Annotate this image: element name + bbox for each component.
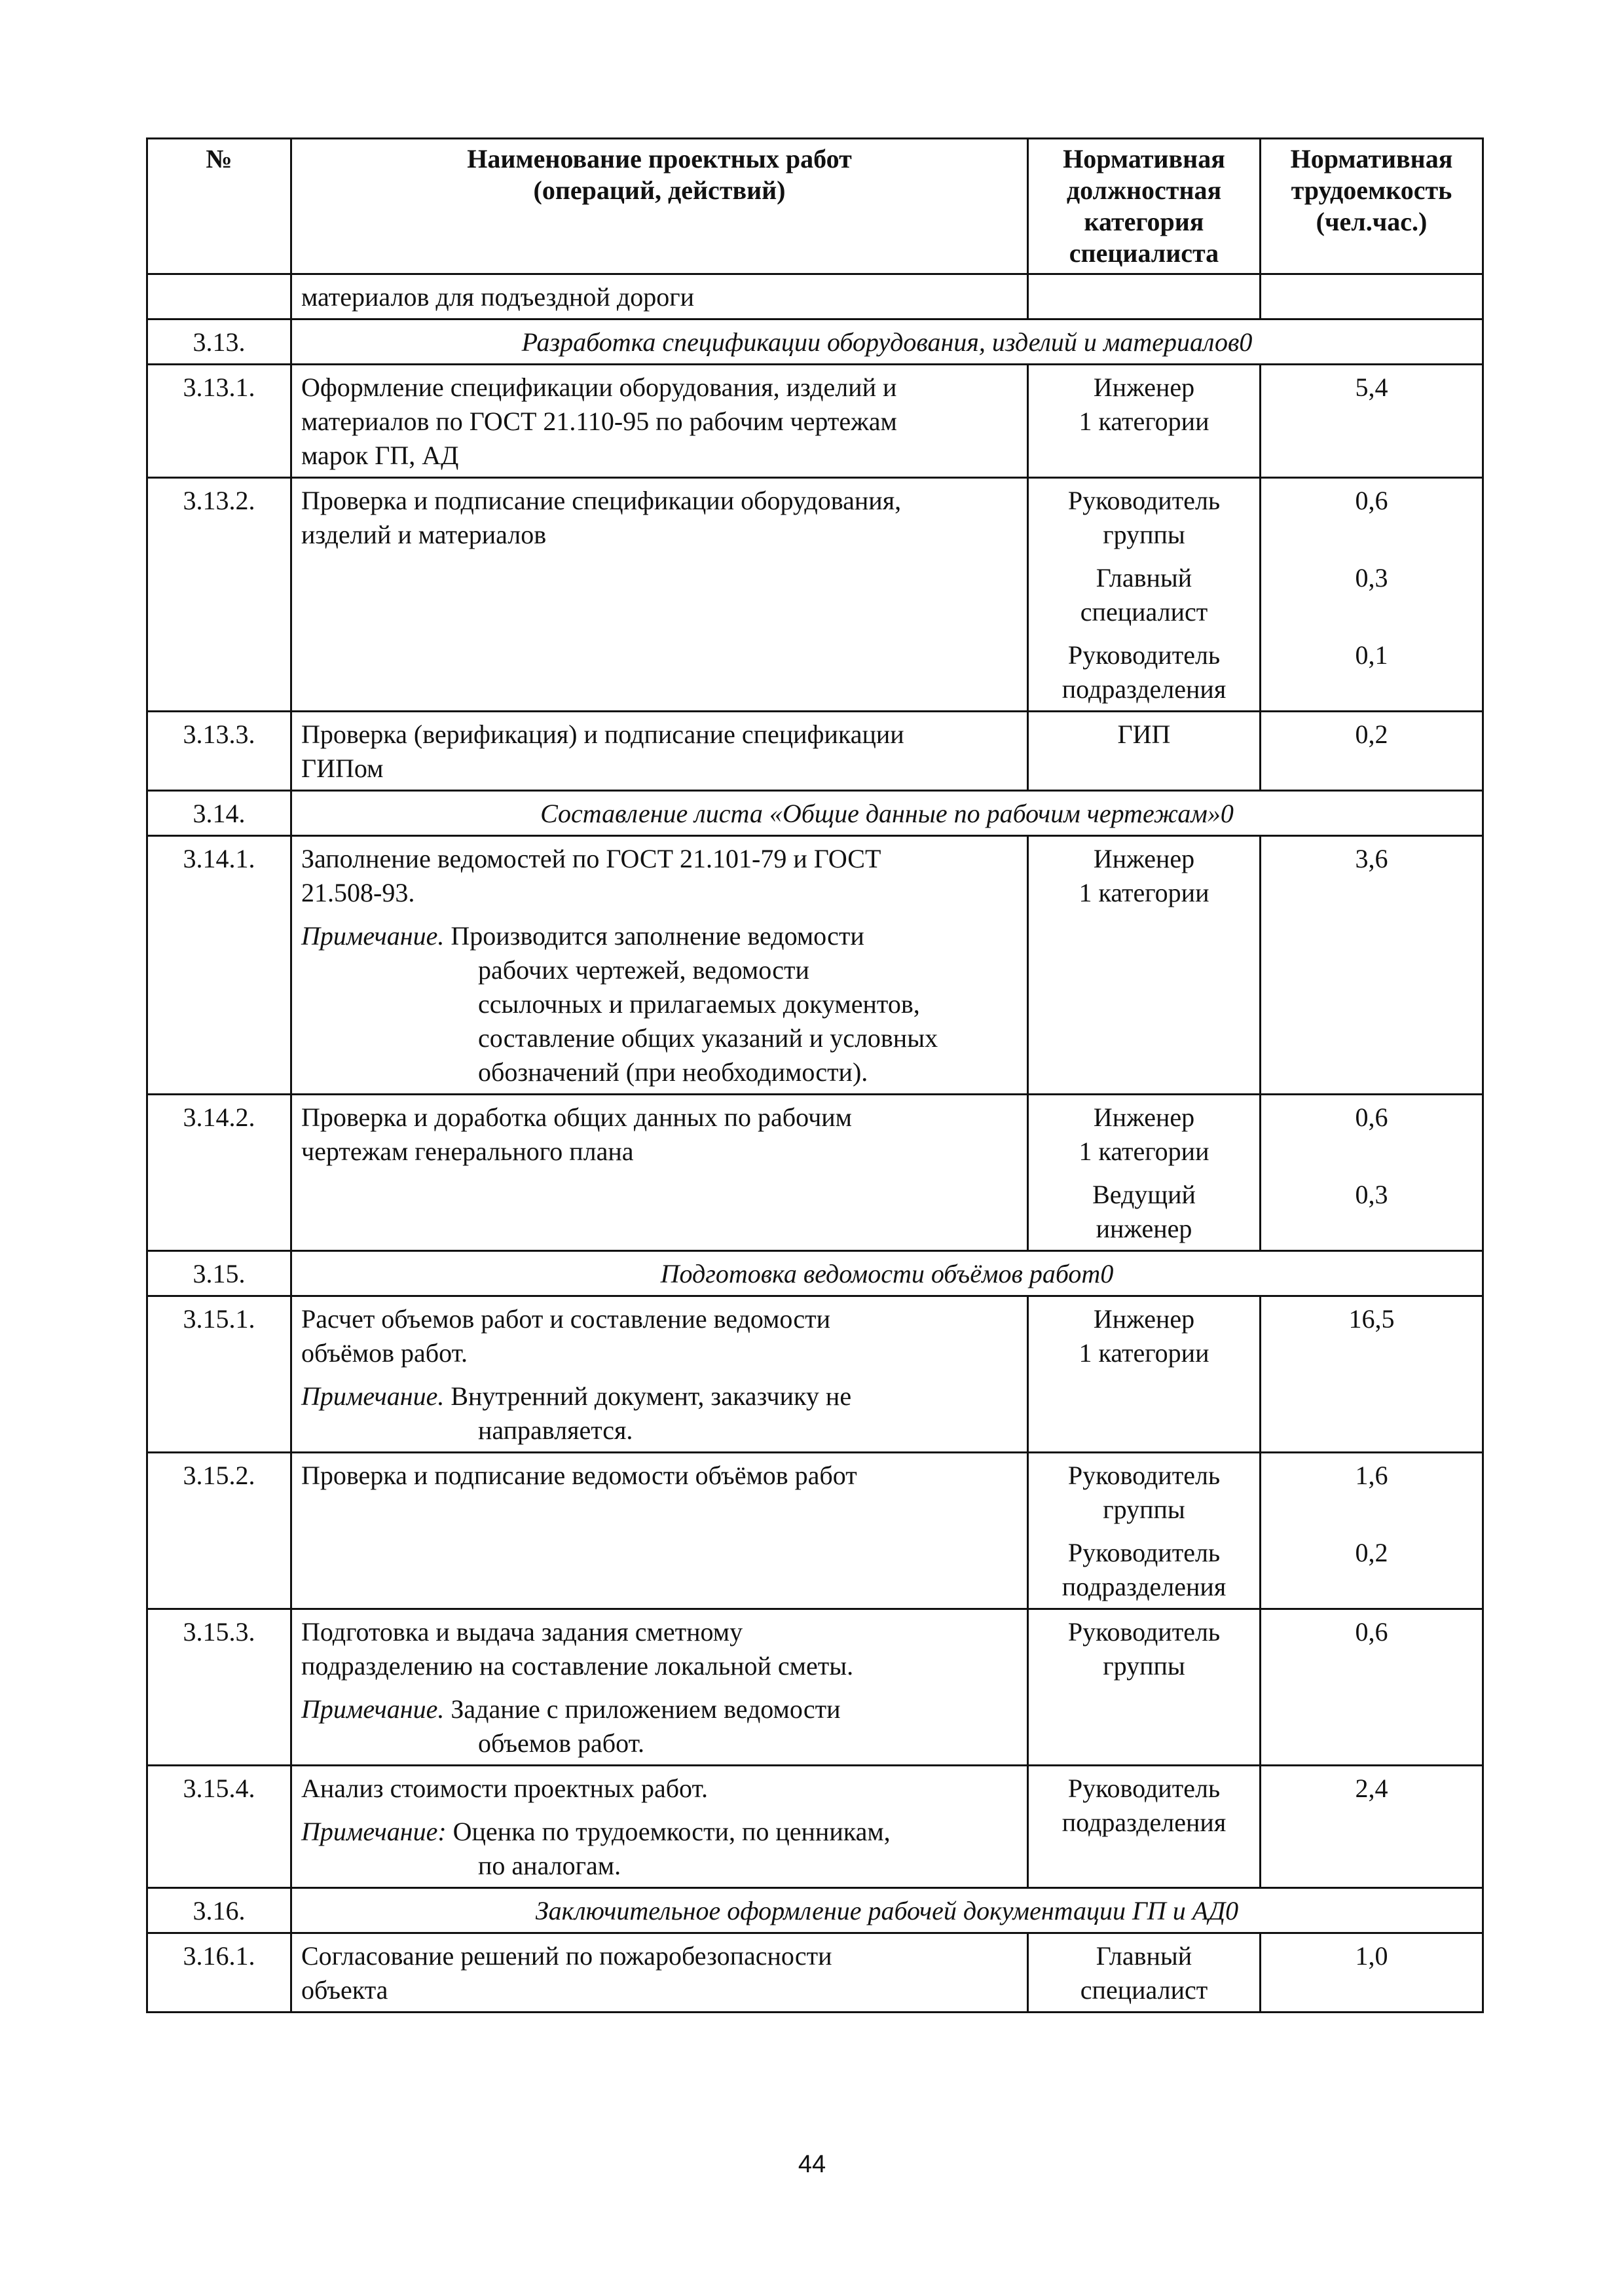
item-name: Подготовка и выдача задания сметному подразделению на составление локальной сметы. Примечание. Задание с приложением ведомости объемов работ. (291, 1609, 1028, 1766)
labor-hours: 0,6 0,3 0,1 (1261, 478, 1483, 712)
section-number: 3.16. (147, 1888, 291, 1933)
table-header-row (147, 139, 1483, 274)
table-row (147, 1933, 1483, 2013)
item-number: 3.15.3. (147, 1609, 291, 1766)
item-number (147, 274, 291, 319)
labor-hours: 1,6 0,2 (1261, 1453, 1483, 1609)
specialist-category: Руководитель группы (1028, 1609, 1261, 1766)
item-number: 3.13.2. (147, 478, 291, 712)
labor-hours: 0,6 0,3 (1261, 1095, 1483, 1251)
section-title: Подготовка ведомости объёмов работ0 (291, 1251, 1483, 1296)
section-row (147, 319, 1483, 365)
item-number: 3.13.1. (147, 365, 291, 478)
specialist-category: Руководитель группы Главный специалист Руководитель подразделения (1028, 478, 1261, 712)
header-work-name: Наименование проектных работ (операций, действий) (291, 139, 1028, 274)
section-number: 3.15. (147, 1251, 291, 1296)
table-row (147, 478, 1483, 712)
item-note: Примечание: Оценка по трудоемкости, по ценникам, по аналогам. (301, 1817, 891, 1880)
specialist-category: Руководитель подразделения (1028, 1766, 1261, 1888)
table-body (147, 274, 1483, 2013)
section-row (147, 1251, 1483, 1296)
item-note: Примечание. Производится заполнение ведомости рабочих чертежей, ведомости ссылочных и прилагаемых документов, составление общих указаний и условных обозначений (при необходимости). (301, 921, 938, 1087)
specialist-category: Руководитель группы Руководитель подразделения (1028, 1453, 1261, 1609)
item-note: Примечание. Задание с приложением ведомости объемов работ. (301, 1694, 841, 1758)
table-row (147, 1296, 1483, 1453)
table-row (147, 1453, 1483, 1609)
table-row (147, 274, 1483, 319)
labor-hours: 0,6 (1261, 1609, 1483, 1766)
item-note: Примечание. Внутренний документ, заказчику не направляется. (301, 1381, 852, 1445)
section-row (147, 791, 1483, 836)
note-label: Примечание. (301, 1381, 445, 1411)
section-number: 3.13. (147, 319, 291, 365)
item-number: 3.13.3. (147, 712, 291, 791)
labor-hours: 2,4 (1261, 1766, 1483, 1888)
table-row (147, 1609, 1483, 1766)
table-row (147, 1766, 1483, 1888)
section-row (147, 1888, 1483, 1933)
note-label: Примечание: (301, 1817, 447, 1846)
item-name: Анализ стоимости проектных работ. Примечание: Оценка по трудоемкости, по ценникам, по аналогам. (291, 1766, 1028, 1888)
specialist-category: Инженер 1 категории Ведущий инженер (1028, 1095, 1261, 1251)
specialist-category: Инженер 1 категории (1028, 365, 1261, 478)
item-number: 3.15.1. (147, 1296, 291, 1453)
item-name: Согласование решений по пожаробезопасности объекта (291, 1933, 1028, 2013)
item-name: Проверка (верификация) и подписание спецификации ГИПом (291, 712, 1028, 791)
section-title: Составление листа «Общие данные по рабочим чертежам»0 (291, 791, 1483, 836)
item-number: 3.14.2. (147, 1095, 291, 1251)
item-name: Проверка и подписание ведомости объёмов работ (291, 1453, 1028, 1609)
labor-hours: 1,0 (1261, 1933, 1483, 2013)
specialist-category: ГИП (1028, 712, 1261, 791)
header-category: Нормативная должностная категория специалиста (1028, 139, 1261, 274)
note-label: Примечание. (301, 921, 445, 951)
labor-hours: 3,6 (1261, 836, 1483, 1095)
table-row (147, 365, 1483, 478)
page-number: 44 (798, 2151, 826, 2178)
section-title: Разработка спецификации оборудования, изделий и материалов0 (291, 319, 1483, 365)
header-labor-hours: Нормативная трудоемкость (чел.час.) (1261, 139, 1483, 274)
item-name: Проверка и подписание спецификации оборудования, изделий и материалов (291, 478, 1028, 712)
labor-hours: 16,5 (1261, 1296, 1483, 1453)
section-title: Заключительное оформление рабочей документации ГП и АД0 (291, 1888, 1483, 1933)
specialist-category: Инженер 1 категории (1028, 1296, 1261, 1453)
item-number: 3.15.4. (147, 1766, 291, 1888)
labor-hours: 0,2 (1261, 712, 1483, 791)
labor-hours: 5,4 (1261, 365, 1483, 478)
item-number: 3.16.1. (147, 1933, 291, 2013)
item-number: 3.14.1. (147, 836, 291, 1095)
note-label: Примечание. (301, 1694, 445, 1724)
item-name: Проверка и доработка общих данных по рабочим чертежам генерального плана (291, 1095, 1028, 1251)
work-norms-table (146, 137, 1484, 2013)
item-name: Заполнение ведомостей по ГОСТ 21.101-79 и ГОСТ 21.508-93. Примечание. Производится заполнение ведомости рабочих чертежей, ведомости ссылочных и прилагаемых документов, составление общих указаний и условных обозначений (при необходимости). (291, 836, 1028, 1095)
header-number: № (147, 139, 291, 274)
table-row (147, 1095, 1483, 1251)
table-row (147, 836, 1483, 1095)
specialist-category: Инженер 1 категории (1028, 836, 1261, 1095)
item-name: материалов для подъездной дороги (291, 274, 1028, 319)
item-number: 3.15.2. (147, 1453, 291, 1609)
specialist-category: Главный специалист (1028, 1933, 1261, 2013)
item-name: Расчет объемов работ и составление ведомости объёмов работ. Примечание. Внутренний документ, заказчику не направляется. (291, 1296, 1028, 1453)
specialist-category (1028, 274, 1261, 319)
table-row (147, 712, 1483, 791)
section-number: 3.14. (147, 791, 291, 836)
item-name: Оформление спецификации оборудования, изделий и материалов по ГОСТ 21.110-95 по рабочим чертежам марок ГП, АД (291, 365, 1028, 478)
labor-hours (1261, 274, 1483, 319)
